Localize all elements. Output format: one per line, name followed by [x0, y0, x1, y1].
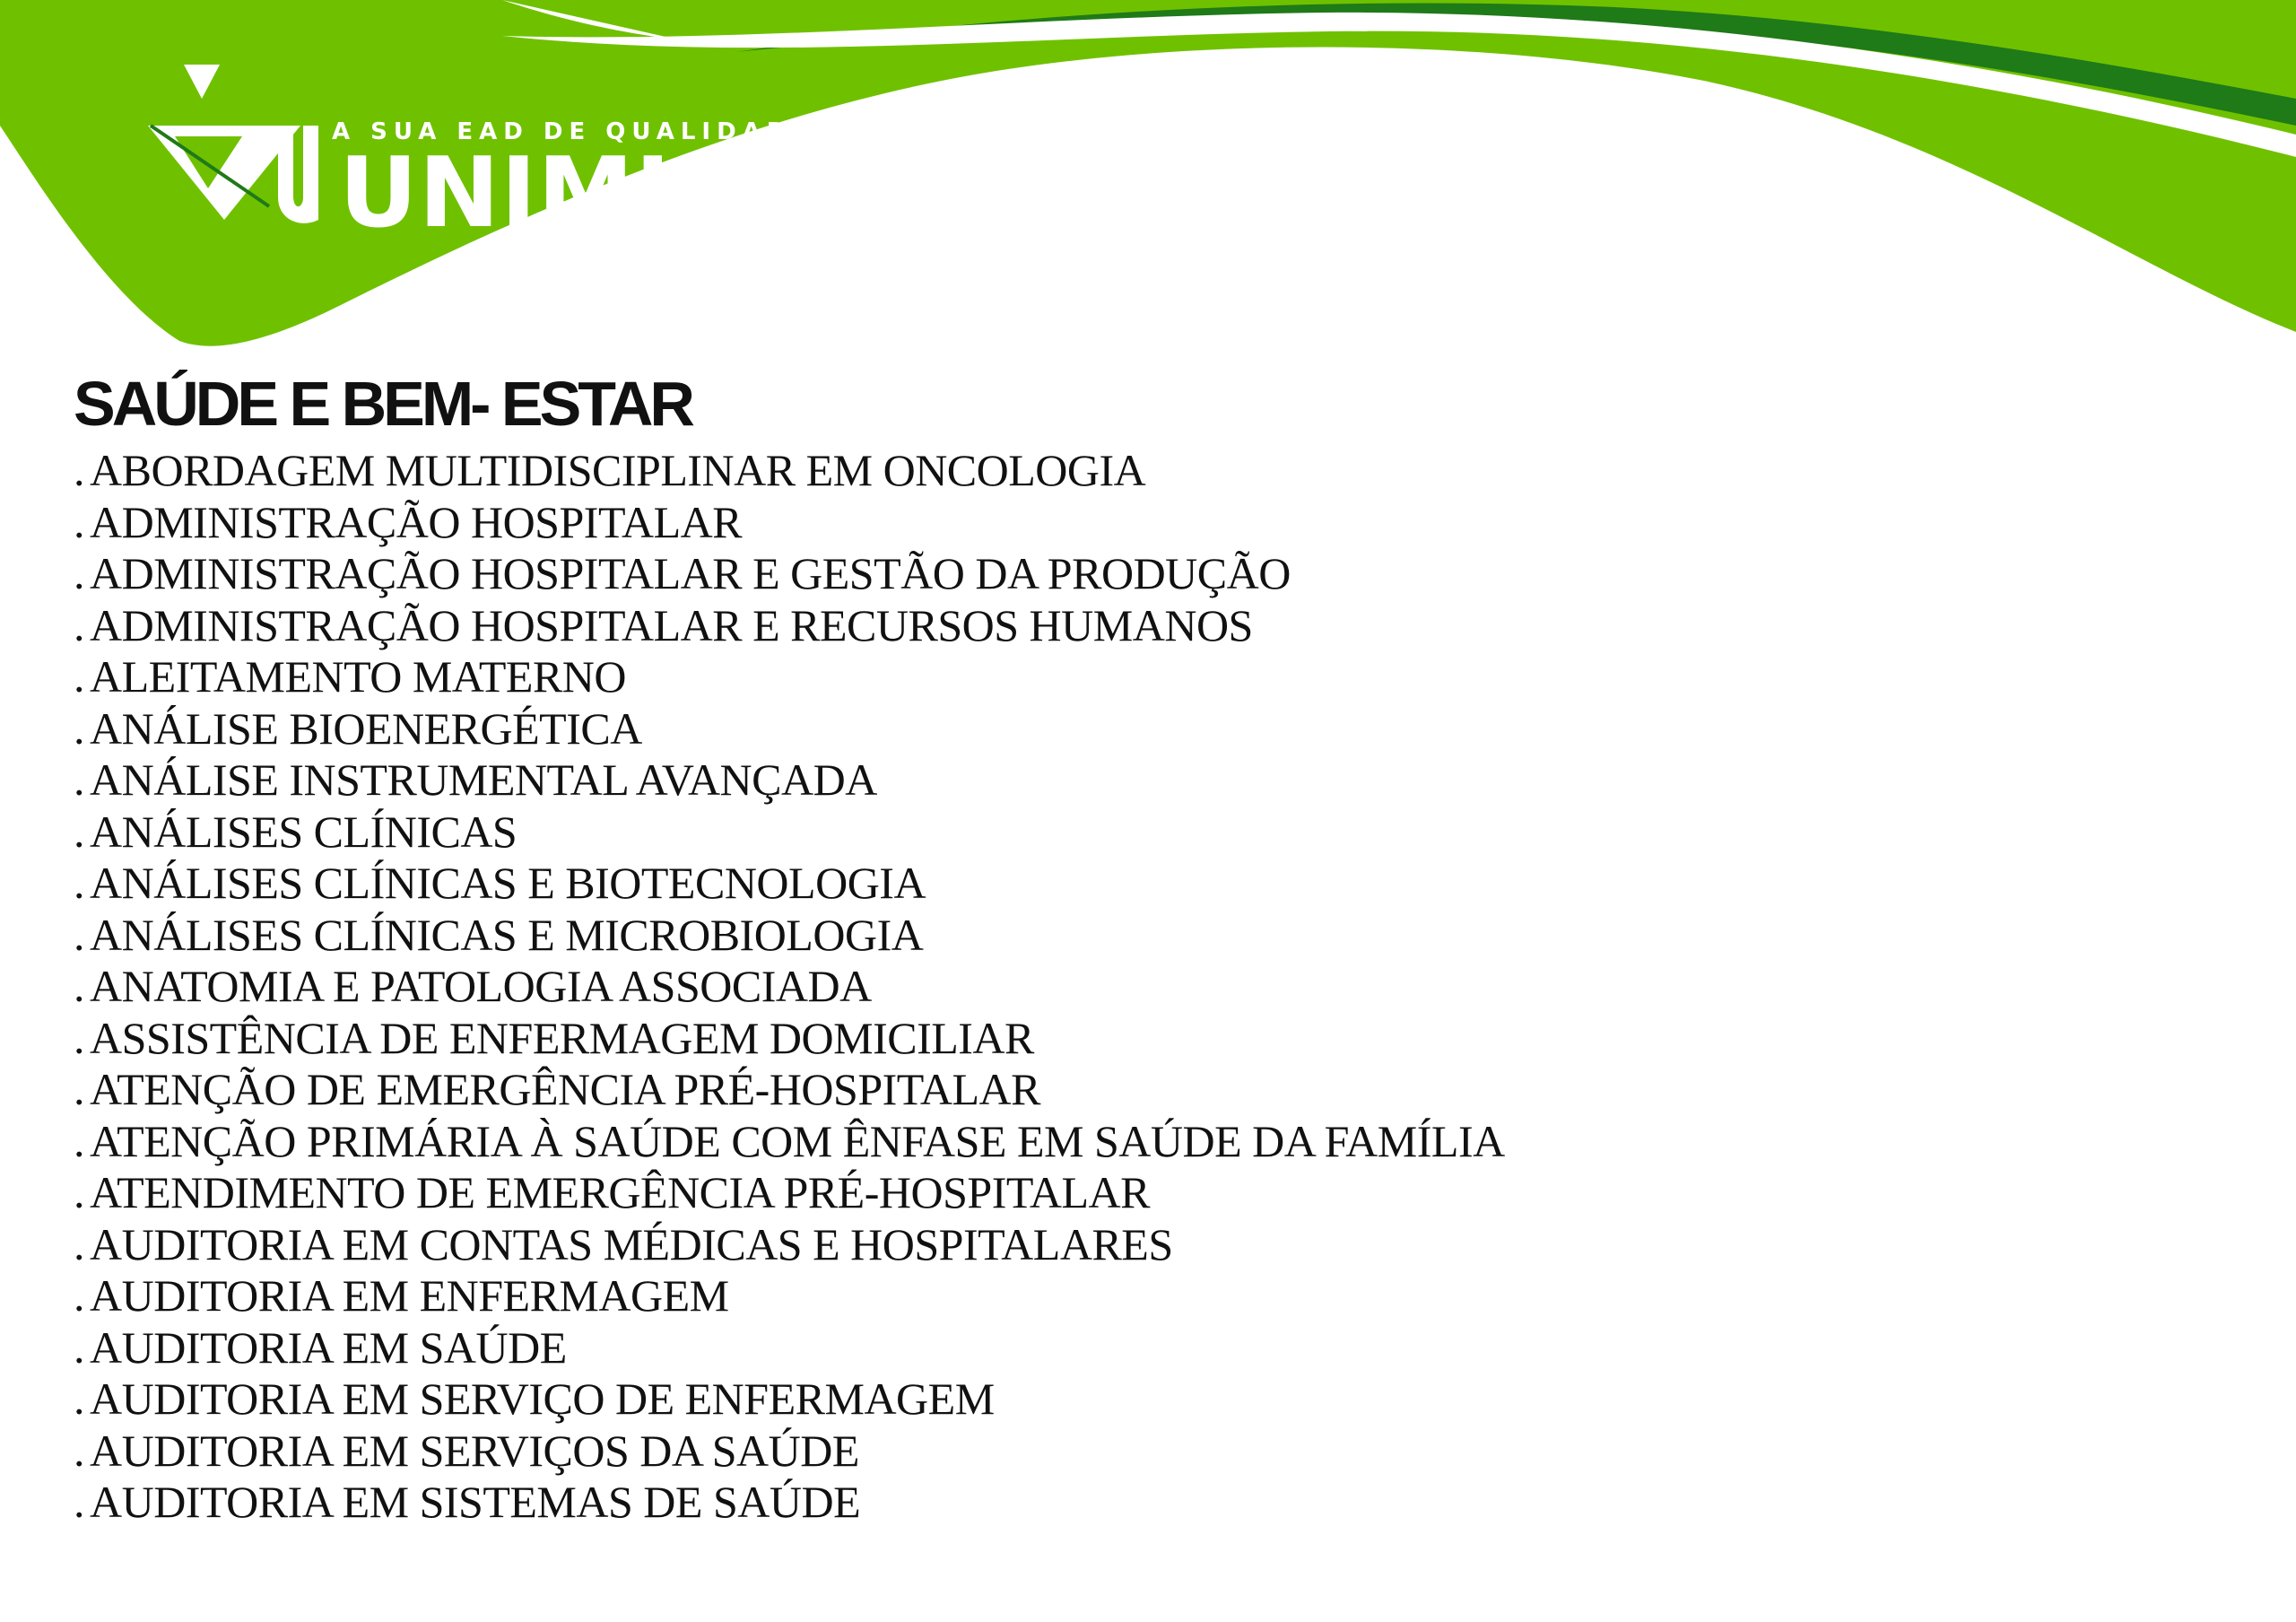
- list-bullet: .: [74, 1064, 84, 1114]
- list-item: [74, 1477, 2226, 1529]
- section-title: SAÚDE E BEM- ESTAR: [74, 369, 691, 439]
- course-name: ASSISTÊNCIA DE ENFERMAGEM DOMICILIAR: [90, 1012, 1034, 1063]
- course-name: AUDITORIA EM ENFERMAGEM: [90, 1270, 729, 1321]
- list-item: [74, 1013, 2226, 1065]
- uniminas-triangle-logo-icon: [144, 63, 359, 233]
- list-item: [74, 754, 2226, 807]
- course-name: ANÁLISES CLÍNICAS E BIOTECNOLOGIA: [90, 858, 926, 908]
- list-bullet: .: [74, 858, 84, 908]
- list-bullet: .: [74, 961, 84, 1011]
- course-name: ADMINISTRAÇÃO HOSPITALAR E GESTÃO DA PRODUÇÃO: [90, 548, 1291, 598]
- list-bullet: .: [74, 651, 84, 702]
- course-name: AUDITORIA EM SERVIÇO DE ENFERMAGEM: [90, 1373, 995, 1424]
- uniminas-logo[interactable]: [144, 63, 900, 249]
- list-item: [74, 858, 2226, 910]
- list-item: [74, 807, 2226, 859]
- list-bullet: .: [74, 1425, 84, 1476]
- course-list: [74, 445, 2226, 1529]
- course-name: ALEITAMENTO MATERNO: [90, 651, 627, 702]
- list-item: [74, 548, 2226, 600]
- course-name: AUDITORIA EM SERVIÇOS DA SAÚDE: [90, 1425, 859, 1476]
- list-item: [74, 1219, 2226, 1271]
- course-name: ADMINISTRAÇÃO HOSPITALAR: [90, 496, 743, 547]
- course-name: ANÁLISES CLÍNICAS: [90, 806, 517, 857]
- list-item: [74, 703, 2226, 755]
- course-name: AUDITORIA EM SISTEMAS DE SAÚDE: [90, 1477, 861, 1527]
- list-item: [74, 1167, 2226, 1219]
- list-bullet: .: [74, 754, 84, 805]
- list-item: [74, 497, 2226, 549]
- list-item: [74, 961, 2226, 1013]
- list-item: [74, 445, 2226, 497]
- list-item: [74, 651, 2226, 703]
- course-name: AUDITORIA EM SAÚDE: [90, 1321, 567, 1373]
- course-section: [74, 370, 2226, 1529]
- course-name: ANATOMIA E PATOLOGIA ASSOCIADA: [90, 961, 872, 1011]
- course-name: ATENÇÃO DE EMERGÊNCIA PRÉ-HOSPITALAR: [90, 1064, 1040, 1114]
- list-bullet: .: [74, 496, 84, 547]
- logo-name: UNIMINAS: [339, 137, 900, 249]
- course-name: ATENÇÃO PRIMÁRIA À SAÚDE COM ÊNFASE EM SAÚDE DA FAMÍLIA: [90, 1115, 1505, 1166]
- course-name: ANÁLISES CLÍNICAS E MICROBIOLOGIA: [90, 909, 924, 960]
- logo-tagline: A SUA EAD DE QUALIDADE: [332, 118, 815, 145]
- list-bullet: .: [74, 1373, 84, 1424]
- list-bullet: .: [74, 702, 84, 754]
- course-name: AUDITORIA EM CONTAS MÉDICAS E HOSPITALARES: [90, 1218, 1173, 1269]
- list-bullet: .: [74, 909, 84, 960]
- list-bullet: .: [74, 1218, 84, 1269]
- course-name: ADMINISTRAÇÃO HOSPITALAR E RECURSOS HUMANOS: [90, 599, 1253, 650]
- course-name: ATENDIMENTO DE EMERGÊNCIA PRÉ-HOSPITALAR: [90, 1167, 1151, 1217]
- list-bullet: .: [74, 548, 84, 598]
- list-item: [74, 1373, 2226, 1426]
- list-item: [74, 1426, 2226, 1478]
- list-item: [74, 910, 2226, 962]
- list-item: [74, 1064, 2226, 1116]
- course-name: ABORDAGEM MULTIDISCIPLINAR EM ONCOLOGIA: [90, 445, 1146, 495]
- list-item: [74, 1270, 2226, 1322]
- list-item: [74, 1116, 2226, 1168]
- list-bullet: .: [74, 806, 84, 857]
- list-bullet: .: [74, 599, 84, 650]
- list-item: [74, 600, 2226, 652]
- list-bullet: .: [74, 1115, 84, 1166]
- list-bullet: .: [74, 1270, 84, 1321]
- list-item: [74, 1322, 2226, 1374]
- list-bullet: .: [74, 1477, 84, 1527]
- course-name: ANÁLISE BIOENERGÉTICA: [90, 702, 642, 754]
- list-bullet: .: [74, 1012, 84, 1063]
- list-bullet: .: [74, 1321, 84, 1373]
- list-bullet: .: [74, 445, 84, 495]
- list-bullet: .: [74, 1167, 84, 1217]
- course-name: ANÁLISE INSTRUMENTAL AVANÇADA: [90, 754, 877, 805]
